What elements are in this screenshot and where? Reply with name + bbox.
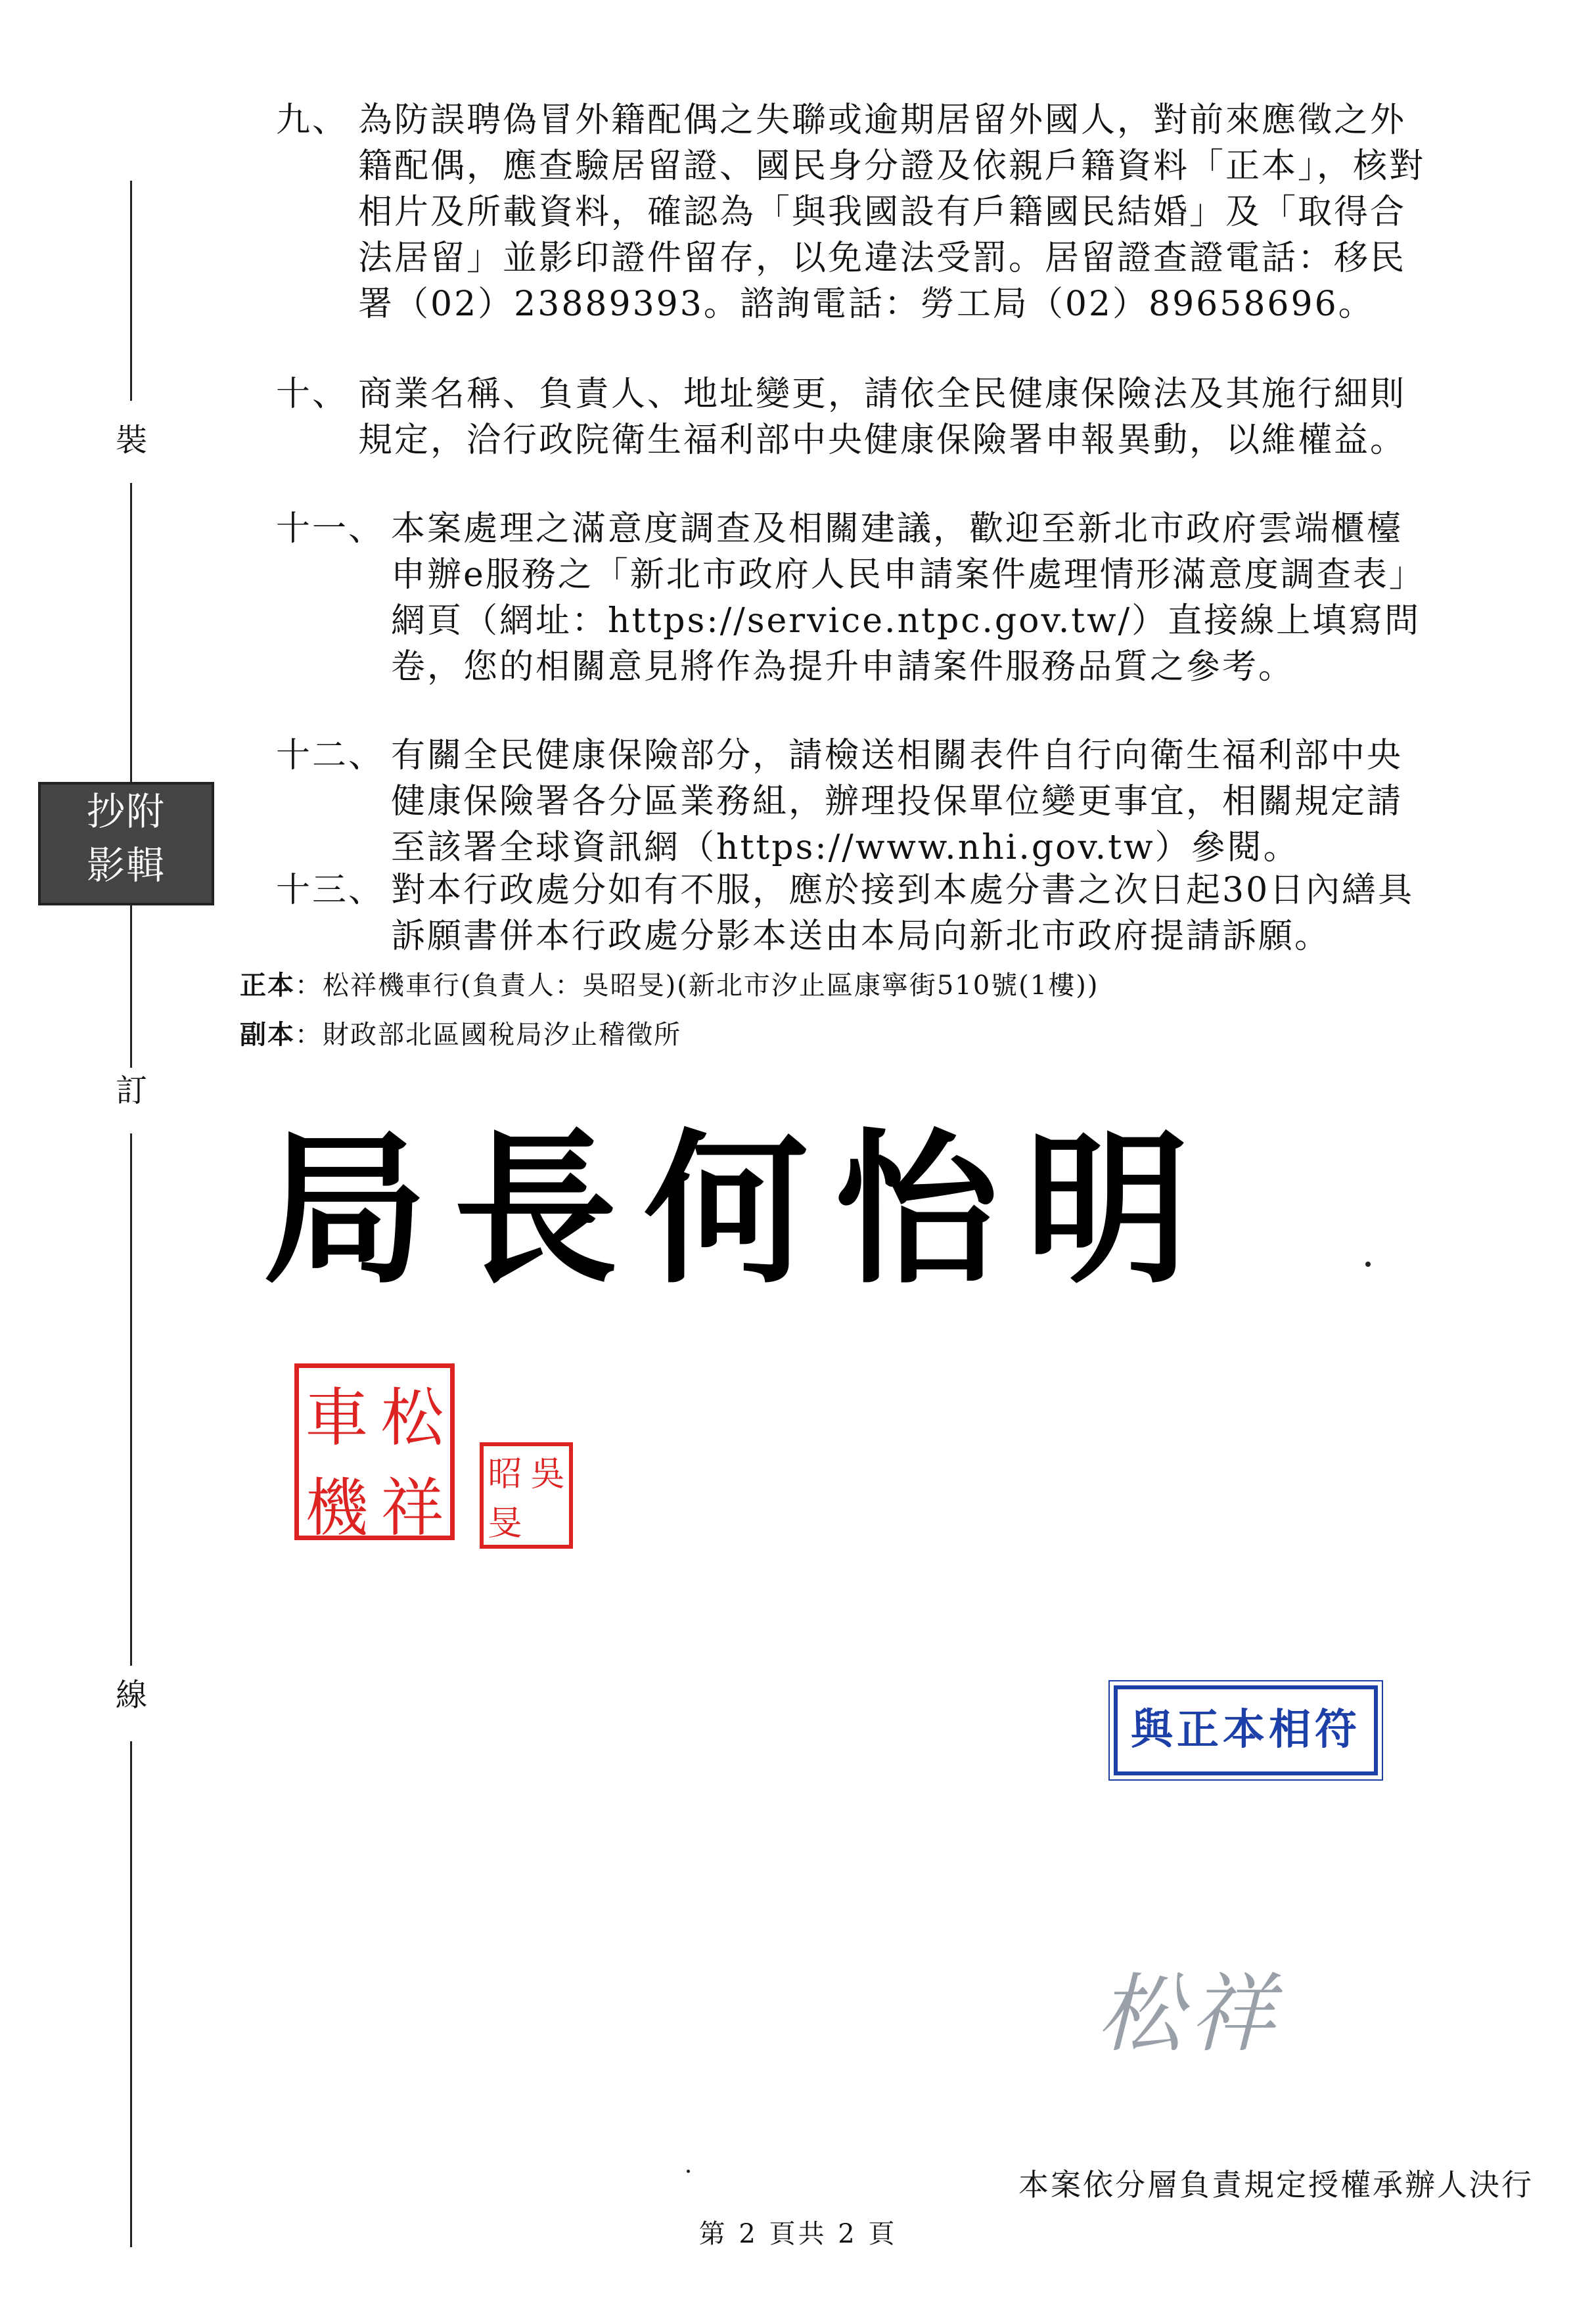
binding-char-zhuang: 裝 (115, 422, 147, 459)
clause-9 (276, 97, 1432, 327)
original-value: ：松祥機車行(負責人：吳昭旻)(新北市汐止區康寧街510號(1樓)) (295, 970, 1099, 1001)
seal-char: 車 (305, 1381, 369, 1455)
grey-seal-text-line: 抄附 (86, 789, 166, 834)
binding-line-segment (130, 483, 132, 1068)
grey-seal-stamp (38, 782, 214, 905)
clause-11 (276, 506, 1432, 690)
director-signature: 局長何怡明 (263, 1112, 1216, 1306)
clause-text: 商業名稱、負責人、地址變更，請依全民健康保險法及其施行細則規定，洽行政院衛生福利部中央健康保險署申報異動，以維權益。 (358, 375, 1407, 460)
binding-line-segment (130, 1741, 132, 2247)
binding-char-ding: 訂 (115, 1072, 147, 1109)
clause-10 (276, 371, 1432, 463)
clause-13 (276, 867, 1432, 959)
seal-char: 松 (380, 1381, 444, 1455)
clause-12 (276, 733, 1432, 871)
page-number: 第 2 頁共 2 頁 (698, 2219, 898, 2249)
copy-label: 副本 (240, 1019, 295, 1050)
original-label: 正本 (240, 970, 295, 1001)
binding-char-xian: 線 (115, 1677, 147, 1714)
seal-char: 吳 (530, 1455, 565, 1494)
clause-text: 為防誤聘偽冒外籍配偶之失聯或逾期居留外國人，對前來應徵之外籍配偶，應查驗居留證、國民身分證及依親戶籍資料「正本」，核對相片及所載資料，確認為「與我國設有戶籍國民結婚」及「取得合法居留」並影印證件留存，以免違法受罰。居留證查證電話：移民署（02）23889393。諮詢電話：勞工局（02）89658696。 (358, 101, 1426, 324)
authority-note: 本案依分層負責規定授權承辦人決行 (1018, 2167, 1534, 2202)
binding-line-segment (130, 181, 132, 401)
clause-number: 十二、 (276, 736, 385, 775)
clause-number: 九、 (276, 101, 349, 140)
clause-text: 有關全民健康保險部分，請檢送相關表件自行向衛生福利部中央健康保險署各分區業務組，辦理投保單位變更事宜，相關規定請至該署全球資訊網（https://www.nhi.gov.tw）參閱。 (391, 736, 1403, 867)
clause-text: 對本行政處分如有不服，應於接到本處分書之次日起30日內繕具訴願書併本行政處分影本送由本局向新北市政府提請訴願。 (391, 871, 1415, 956)
clause-text: 本案處理之滿意度調查及相關建議，歡迎至新北市政府雲端櫃檯申辦e服務之「新北市政府人民申請案件處理情形滿意度調查表」網頁（網址：https://service.ntpc.gov.tw/）直接線上填寫問卷，您的相關意見將作為提升申請案件服務品質之參考。 (391, 509, 1425, 687)
seal-char: 昭 (488, 1455, 522, 1494)
copy-value: ：財政部北區國稅局汐止稽徵所 (295, 1020, 681, 1050)
handwritten-note: 松祥 (1097, 1964, 1282, 2064)
original-recipient (240, 966, 1099, 1005)
personal-seal-stamp (480, 1442, 573, 1549)
grey-seal-text-line: 影輯 (86, 843, 166, 888)
seal-char: 機 (305, 1471, 369, 1545)
clause-number: 十三、 (276, 871, 385, 910)
clause-number: 十一、 (276, 509, 385, 549)
copy-recipient (240, 1015, 681, 1055)
clause-number: 十、 (276, 375, 349, 414)
binding-line-segment (130, 1133, 132, 1666)
scan-speck (687, 2170, 690, 2173)
company-seal-stamp (294, 1363, 455, 1545)
certified-copy-stamp: 與正本相符 (1114, 1685, 1378, 1775)
seal-char: 祥 (380, 1471, 444, 1545)
scan-speck (1365, 1262, 1371, 1267)
seal-char: 旻 (488, 1504, 522, 1543)
